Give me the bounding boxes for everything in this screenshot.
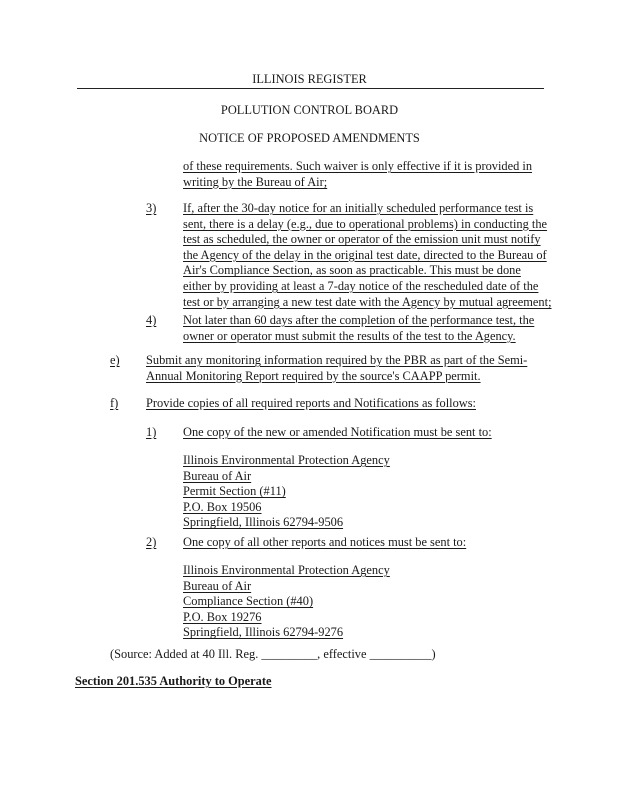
address-line: Springfield, Illinois 62794-9276 <box>183 625 344 640</box>
sub-2-number: 2) <box>146 535 157 549</box>
text-line: of these requirements. Such waiver is only effective if it is provided in <box>183 159 533 173</box>
text-line: Annual Monitoring Report required by the source's CAAPP permit. <box>146 368 481 383</box>
item-4-number: 4) <box>146 313 157 327</box>
section-heading: Section 201.535 Authority to Operate <box>75 674 272 688</box>
item-e-letter: e) <box>110 353 120 367</box>
address-line: Illinois Environmental Protection Agency <box>183 453 390 467</box>
address-line: Bureau of Air <box>183 578 252 593</box>
board-title: POLLUTION CONTROL BOARD <box>220 103 399 117</box>
item-f-text: Provide copies of all required reports and Notifications as follows: <box>146 396 476 410</box>
item-3-text <box>183 201 552 310</box>
sub-2-text: One copy of all other reports and notices must be sent to: <box>183 535 467 549</box>
address-line: Illinois Environmental Protection Agency <box>183 563 390 577</box>
notice-title: NOTICE OF PROPOSED AMENDMENTS <box>199 131 420 145</box>
text-line: Submit any monitoring information required by the PBR as part of the Semi- <box>146 353 528 367</box>
permit-section-address <box>183 453 390 531</box>
text-line: Not later than 60 days after the completion of the performance test, the <box>183 313 535 327</box>
address-line: Springfield, Illinois 62794-9506 <box>183 515 344 530</box>
item-e-text <box>146 353 527 384</box>
item-f-letter: f) <box>110 396 119 410</box>
text-line: sent, there is a delay (e.g., due to operational problems) in conducting the <box>183 216 548 231</box>
text-line: owner or operator must submit the results of the test to the Agency. <box>183 328 516 343</box>
compliance-section-address <box>183 563 390 641</box>
address-line: Bureau of Air <box>183 468 252 483</box>
sub-1-text: One copy of the new or amended Notification must be sent to: <box>183 425 492 439</box>
source-note: (Source: Added at 40 Ill. Reg. _________, effective __________) <box>110 647 436 661</box>
item-3-number: 3) <box>146 201 157 215</box>
sub-1-number: 1) <box>146 425 157 439</box>
text-line: Air's Compliance Section, as soon as practicable. This must be done <box>183 263 521 278</box>
header-rule <box>77 88 544 89</box>
address-line: Compliance Section (#40) <box>183 594 314 609</box>
address-line: P.O. Box 19506 <box>183 499 262 514</box>
text-line: writing by the Bureau of Air; <box>183 174 328 189</box>
register-title: ILLINOIS REGISTER <box>252 72 367 86</box>
text-line: the Agency of the delay in the original test date, directed to the Bureau of <box>183 247 547 262</box>
address-line: P.O. Box 19276 <box>183 609 262 624</box>
address-line: Permit Section (#11) <box>183 484 286 499</box>
text-line: If, after the 30-day notice for an initially scheduled performance test is <box>183 201 534 215</box>
text-line: either by providing at least a 7-day notice of the rescheduled date of the <box>183 278 539 293</box>
text-line: test as scheduled, the owner or operator of the emission unit must notify <box>183 232 541 247</box>
text-line: test or by arranging a new test date with the Agency by mutual agreement; <box>183 294 552 309</box>
item-4-text <box>183 313 534 344</box>
continuation-text <box>183 159 532 190</box>
